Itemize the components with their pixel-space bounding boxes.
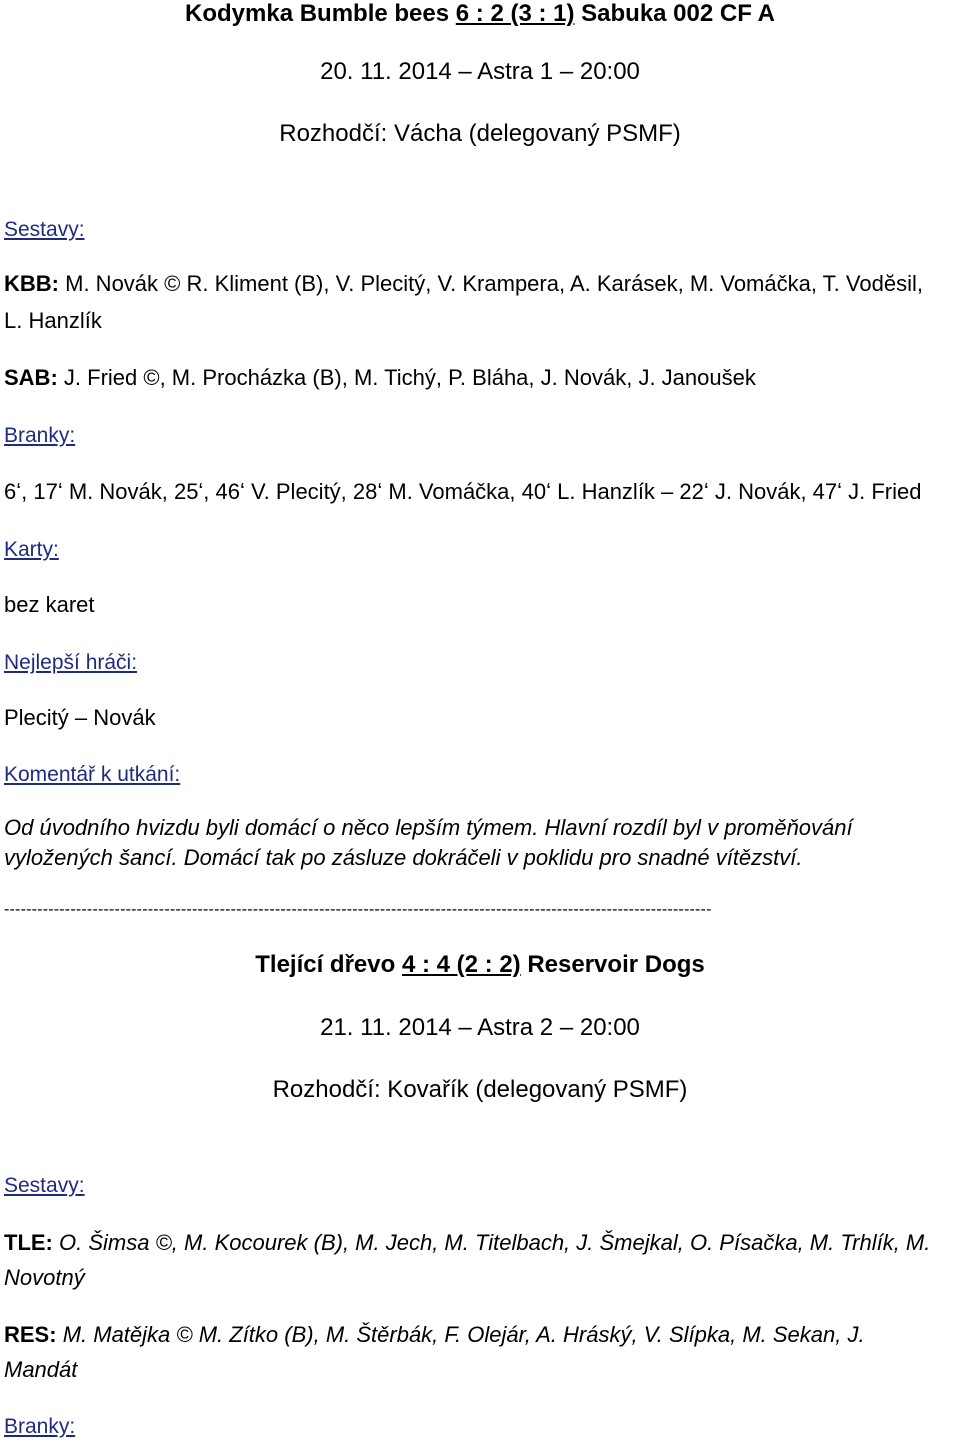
match1-home-lineup [4,273,923,295]
match1-comment-heading: Komentář k utkání: [4,763,181,786]
match1-cards: bez karet [4,592,95,617]
match1-away-code: SAB: [4,365,58,390]
match1-away-lineup-line: J. Fried ©, M. Procházka (B), M. Tichý, P. Bláha, J. Novák, J. Janoušek [63,365,756,390]
match1-away-lineup [4,367,756,389]
match2-lineups-heading: Sestavy: [4,1174,85,1197]
match1-referee: Rozhodčí: Vácha (delegovaný PSMF) [279,120,681,147]
match1-lineups-heading: Sestavy: [4,218,85,241]
match1-cards-heading: Karty: [4,538,59,561]
match1-home-lineup-line2: L. Hanzlík [4,308,102,333]
match1-score: 6 : 2 (3 : 1) [455,0,575,27]
match2-home-lineup-line1: O. Šimsa ©, M. Kocourek (B), M. Jech, M. Titelbach, J. Šmejkal, O. Písačka, M. Trhlík, M. [59,1230,931,1255]
match1-best-players: Plecitý – Novák [4,705,156,730]
match2-home-code: TLE: [4,1230,53,1255]
match2-score: 4 : 4 (2 : 2) [401,951,521,978]
match2-away-team: Reservoir Dogs [527,951,705,978]
match1-best-heading: Nejlepší hráči: [4,651,138,674]
match2-referee: Rozhodčí: Kovařík (delegovaný PSMF) [272,1076,688,1103]
match2-datetime: 21. 11. 2014 – Astra 2 – 20:00 [320,1014,640,1041]
match2-home-team: Tlející dřevo [255,951,396,978]
match2-away-lineup-line1: M. Matějka © M. Zítko (B), M. Štěrbák, F. Olejár, A. Hráský, V. Slípka, M. Sekan, J. [62,1322,865,1347]
match2-away-code: RES: [4,1322,57,1347]
match2-away-lineup [4,1324,865,1346]
match2-home-lineup [4,1232,930,1254]
match1-home-team: Kodymka Bumble bees [185,0,450,27]
match2-goals-heading: Branky: [4,1415,76,1438]
match1-home-lineup-line1: M. Novák © R. Kliment (B), V. Plecitý, V. Krampera, A. Karásek, M. Vomáčka, T. Vodĕsil, [65,271,923,296]
match1-away-team: Sabuka 002 CF A [581,0,775,27]
match1-comment-line2: vyložených šancí. Domácí tak po zásluze dokráčeli v poklidu pro snadné vítězství. [4,845,803,870]
match2-title [0,953,960,977]
match1-goals: 6ʻ, 17ʻ M. Novák, 25ʻ, 46ʻ V. Plecitý, 28ʻ M. Vomáčka, 40ʻ L. Hanzlík – 22ʻ J. Novák, 47ʻ J. Fried [4,479,922,504]
separator-line: -------------------------------------------------------------------------------------------------------------------------------- [4,902,712,918]
match1-title [0,2,960,26]
match1-home-code: KBB: [4,271,59,296]
match1-goals-heading: Branky: [4,424,76,447]
match1-comment-line1: Od úvodního hvizdu byli domácí o něco lepším týmem. Hlavní rozdíl byl v proměňování [4,815,853,840]
match1-datetime: 20. 11. 2014 – Astra 1 – 20:00 [320,58,640,85]
match2-home-lineup-line2: Novotný [4,1265,85,1290]
match2-away-lineup-line2: Mandát [4,1357,78,1382]
